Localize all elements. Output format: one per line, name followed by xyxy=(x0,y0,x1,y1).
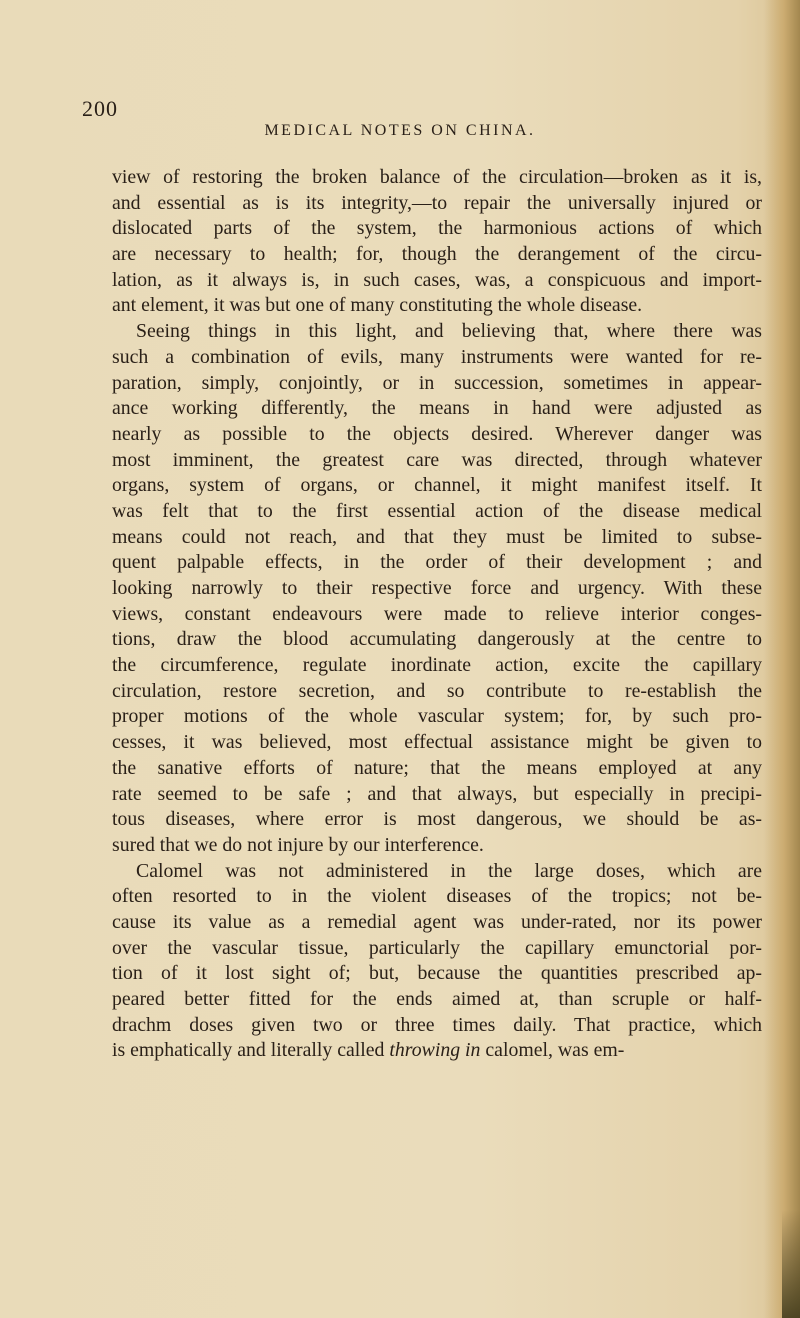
text-line: tions, draw the blood accumulating dangerously at the centre to xyxy=(112,628,762,651)
text-line: quent palpable effects, in the order of their development ; and xyxy=(112,551,762,574)
text-line: nearly as possible to the objects desired. Wherever danger was xyxy=(112,422,762,445)
text-line: cause its value as a remedial agent was under-rated, nor its power xyxy=(112,910,762,933)
text-line: means could not reach, and that they must be limited to subse- xyxy=(112,525,762,548)
text-line: and essential as is its integrity,—to repair the universally injured or xyxy=(112,191,762,214)
text-line: Seeing things in this light, and believing that, where there was xyxy=(136,320,762,343)
text-line: tion of it lost sight of; but, because the quantities prescribed ap- xyxy=(112,962,762,985)
page-number: 200 xyxy=(82,96,118,121)
text-line: ant element, it was but one of many constituting the whole disease. xyxy=(112,294,643,317)
text-line: looking narrowly to their respective force and urgency. With these xyxy=(112,577,762,599)
text-line: often resorted to in the violent diseases of the tropics; not be- xyxy=(112,885,762,908)
text-line: proper motions of the whole vascular system; for, by such pro- xyxy=(112,705,762,728)
text-line: view of restoring the broken balance of the circulation—broken as it is, xyxy=(112,166,762,188)
text-line: over the vascular tissue, particularly the capillary emunctorial por- xyxy=(112,936,762,959)
text-line: circulation, restore secretion, and so contribute to re-establish the xyxy=(112,679,762,702)
text-line xyxy=(112,1038,762,1064)
text-line: are necessary to health; for, though the derangement of the circu- xyxy=(112,243,762,266)
text-line: such a combination of evils, many instruments were wanted for re- xyxy=(112,345,762,368)
text-line: dislocated parts of the system, the harmonious actions of which xyxy=(112,217,762,240)
text-line: lation, as it always is, in such cases, was, a conspicuous and import- xyxy=(112,268,762,291)
text-line: tous diseases, where error is most dangerous, we should be as- xyxy=(112,808,762,831)
text-line: was felt that to the first essential action of the disease medical xyxy=(112,499,762,522)
text-line: Calomel was not administered in the large doses, which are xyxy=(136,859,762,882)
body-text xyxy=(112,165,762,1064)
text-line: sured that we do not injure by our interference. xyxy=(112,833,484,856)
text-line: drachm doses given two or three times daily. That practice, which xyxy=(112,1013,762,1036)
text-line: the circumference, regulate inordinate action, excite the capillary xyxy=(112,654,762,677)
text-line: organs, system of organs, or channel, it might manifest itself. It xyxy=(112,474,762,497)
page-edge-shadow xyxy=(764,0,800,1318)
text-line: ance working differently, the means in hand were adjusted as xyxy=(112,397,762,420)
text-line: the sanative efforts of nature; that the means employed at any xyxy=(112,756,762,779)
text-line-segment: is emphatically and literally called xyxy=(112,1039,390,1062)
text-line: most imminent, the greatest care was directed, through whatever xyxy=(112,448,762,471)
text-line: rate seemed to be safe ; and that always, but especially in precipi- xyxy=(112,782,762,805)
page-edge-dark-corner xyxy=(782,1210,800,1318)
text-line: peared better fitted for the ends aimed at, than scruple or half- xyxy=(112,988,762,1010)
running-head: MEDICAL NOTES ON CHINA. xyxy=(264,122,536,139)
text-line-segment: calomel, was em- xyxy=(480,1039,625,1062)
italic-phrase: throwing in xyxy=(389,1039,481,1062)
text-line: views, constant endeavours were made to relieve interior conges- xyxy=(112,602,762,625)
text-line: cesses, it was believed, most effectual assistance might be given to xyxy=(112,731,762,754)
text-line: paration, simply, conjointly, or in succession, sometimes in appear- xyxy=(112,371,762,394)
